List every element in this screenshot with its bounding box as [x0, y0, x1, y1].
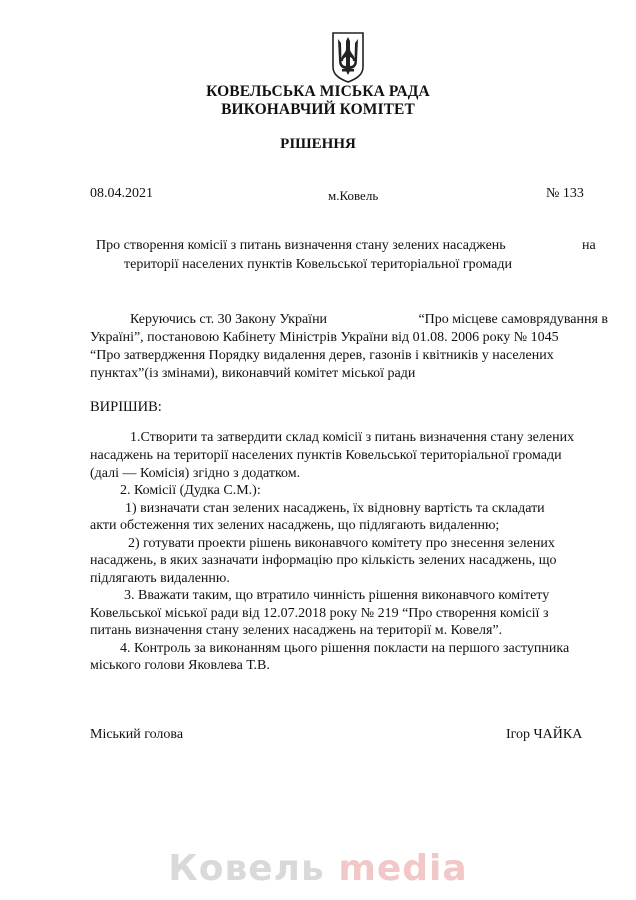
document-date: 08.04.2021 — [90, 186, 153, 201]
signature-name: Ігор ЧАЙКА — [506, 727, 583, 742]
preamble-text: Керуючись ст. 30 Закону України — [130, 312, 328, 327]
item-2-1-line-1: 1) визначати стан зелених насаджень, їх відновну вартість та складати — [125, 501, 545, 516]
item-2-2-line-1: 2) готувати проекти рішень виконавчого комітету про знесення зелених — [128, 536, 555, 551]
item-4-line-1: 4. Контроль за виконанням цього рішення покласти на першого заступника — [120, 641, 570, 656]
subject-text-tail: на — [582, 238, 596, 253]
document-place: м.Ковель — [328, 188, 379, 203]
council-name: КОВЕЛЬСЬКА МІСЬКА РАДА — [206, 83, 430, 100]
subject-text: Про створення комісії з питань визначення стану зелених насаджень — [96, 238, 506, 253]
coat-of-arms-icon — [330, 31, 366, 83]
item-3-line-3: питань визначення стану зелених насаджень на території м. Ковеля”. — [90, 623, 503, 638]
preamble-line-4: пунктах”(із змінами), виконавчий комітет міської ради — [90, 366, 416, 381]
item-1-line-1: 1.Створити та затвердити склад комісії з питань визначення стану зелених — [130, 430, 575, 445]
item-1-line-3: (далі — Комісія) згідно з додатком. — [90, 466, 301, 481]
item-4-line-2: міського голови Яковлева Т.В. — [90, 658, 270, 673]
preamble-text-tail: “Про місцеве самоврядування в — [418, 312, 608, 327]
resolved-heading: ВИРІШИВ: — [90, 399, 162, 415]
watermark-word-1: Ковель — [168, 848, 325, 889]
watermark-logo — [0, 848, 636, 889]
watermark-word-2: media — [338, 848, 468, 889]
document-number: № 133 — [546, 186, 584, 201]
signature-role: Міський голова — [90, 727, 184, 742]
item-3-line-1: 3. Вважати таким, що втратило чинність рішення виконавчого комітету — [124, 588, 550, 603]
item-1-line-2: насаджень на території населених пунктів Ковельської територіальної громади — [90, 448, 562, 463]
item-2-2-line-2: насаджень, в яких зазначати інформацію про кількість зелених насаджень, що — [90, 553, 557, 568]
item-2: 2. Комісії (Дудка С.М.): — [120, 483, 261, 498]
preamble-line-1 — [130, 312, 608, 328]
preamble-line-2: Україні”, постановою Кабінету Міністрів України від 01.08. 2006 року № 1045 — [90, 330, 559, 345]
item-3-line-2: Ковельської міської ради від 12.07.2018 року № 219 “Про створення комісії з — [90, 606, 549, 621]
document-type: РІШЕННЯ — [280, 136, 356, 152]
item-2-1-line-2: акти обстеження тих зелених насаджень, що підлягають видаленню; — [90, 518, 500, 533]
subject-line-1 — [96, 238, 604, 254]
preamble-line-3: “Про затвердження Порядку видалення дерев, газонів і квітників у населених — [90, 348, 554, 363]
subject-line-2: території населених пунктів Ковельської територіальної громади — [124, 257, 512, 272]
item-2-2-line-3: підлягають видаленню. — [90, 571, 230, 586]
committee-name: ВИКОНАВЧИЙ КОМІТЕТ — [221, 101, 415, 118]
